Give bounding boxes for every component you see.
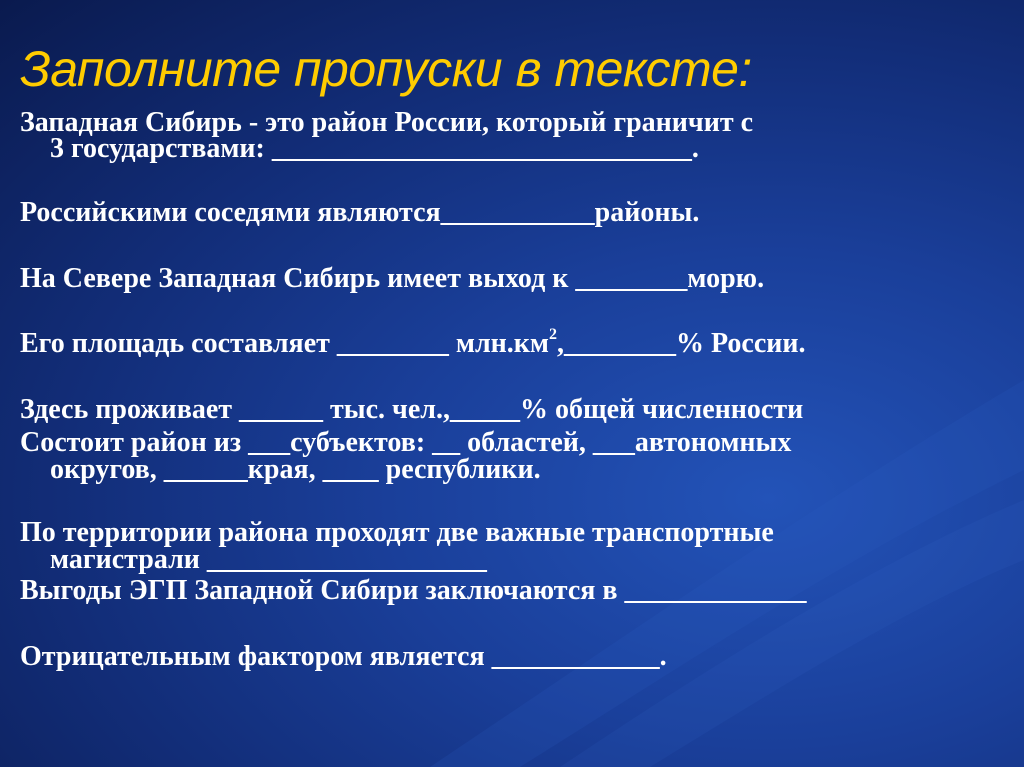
text-line-6: Состоит район из ___субъектов: __ областей, ___автономных (20, 427, 792, 458)
text-line-4: На Севере Западная Сибирь имеет выход к ________морю. (20, 263, 765, 294)
area-text-after: ,________% России. (557, 328, 806, 359)
text-line-5: Здесь проживает ______ тыс. чел.,_____% общей численности (20, 394, 804, 425)
text-line-11: Отрицательным фактором является ____________. (20, 641, 667, 672)
slide-title: Заполните пропуски в тексте: (20, 41, 752, 97)
text-line-9: магистрали ____________________ (50, 544, 487, 575)
text-line-7: округов, ______края, ____ республики. (50, 454, 541, 485)
area-superscript: 2 (549, 325, 558, 343)
text-line-area (20, 325, 806, 359)
text-line-8: По территории района проходят две важные транспортные (20, 517, 774, 548)
text-line-10: Выгоды ЭГП Западной Сибири заключаются в _____________ (20, 575, 807, 606)
text-line-2: 3 государствами: ______________________________. (50, 133, 699, 164)
text-line-1: Западная Сибирь - это район России, который граничит с (20, 107, 754, 138)
text-line-3: Российскими соседями являются___________районы. (20, 197, 700, 228)
area-text-before: Его площадь составляет ________ млн.км (20, 328, 550, 359)
